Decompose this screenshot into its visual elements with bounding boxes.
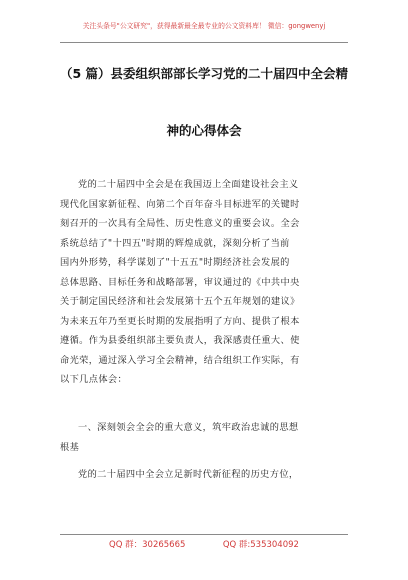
paragraph-line: 党的二十届四中全会是在我国迈上全面建设社会主义	[78, 179, 299, 190]
paragraph-line: 刻召开的一次具有全局性、历史性意义的重要会议。全会	[60, 218, 300, 229]
document-title-line-1: （5 篇）县委组织部部长学习党的二十届四中全会精	[60, 66, 349, 81]
section-heading-line: 一、深刻领会全会的重大意义，筑牢政治忠诚的思想	[78, 422, 299, 433]
footer-qq-group-1: QQ 群：30265665	[109, 540, 186, 550]
paragraph-line: 以下几点体会：	[60, 374, 128, 385]
paragraph-line: 国内外形势，科学谋划了"十五五"时期经济社会发展的	[60, 257, 290, 268]
footer-divider	[60, 534, 348, 535]
paragraph-line: 命光荣，通过深入学习全会精神，结合组织工作实际，有	[60, 354, 300, 366]
header-note: 关注头条号"公文研究"，获得最新最全最专业的公文资料库！ 微信：gongwenyj	[82, 22, 326, 30]
header-divider	[60, 42, 348, 43]
paragraph-line: 遵循。作为县委组织部主要负责人，我深感责任重大、使	[60, 335, 300, 346]
paragraph-line: 现代化国家新征程、向第二个百年奋斗目标进军的关键时	[60, 198, 300, 210]
paragraph-section-1	[60, 465, 352, 485]
document-title-line-2: 神的心得体会	[166, 123, 242, 138]
paragraph-line: 关于制定国民经济和社会发展第十五个五年规划的建议》	[60, 296, 300, 307]
section-heading-1	[60, 418, 352, 457]
paragraph-line: 总体思路、目标任务和战略部署，审议通过的《中共中央	[60, 276, 300, 288]
section-heading-line: 根基	[60, 441, 80, 453]
paragraph-line: 为未来五年乃至更长时期的发展指明了方向、提供了根本	[60, 315, 300, 327]
paragraph-line: 党的二十届四中全会立足新时代新征程的历史方位，	[78, 469, 299, 480]
footer-contact	[0, 538, 408, 550]
paragraph-line: 系统总结了"十四五"时期的辉煌成就，深刻分析了当前	[60, 237, 290, 249]
footer-qq-group-2: QQ 群:535304092	[222, 540, 299, 550]
paragraph-intro	[60, 175, 352, 390]
